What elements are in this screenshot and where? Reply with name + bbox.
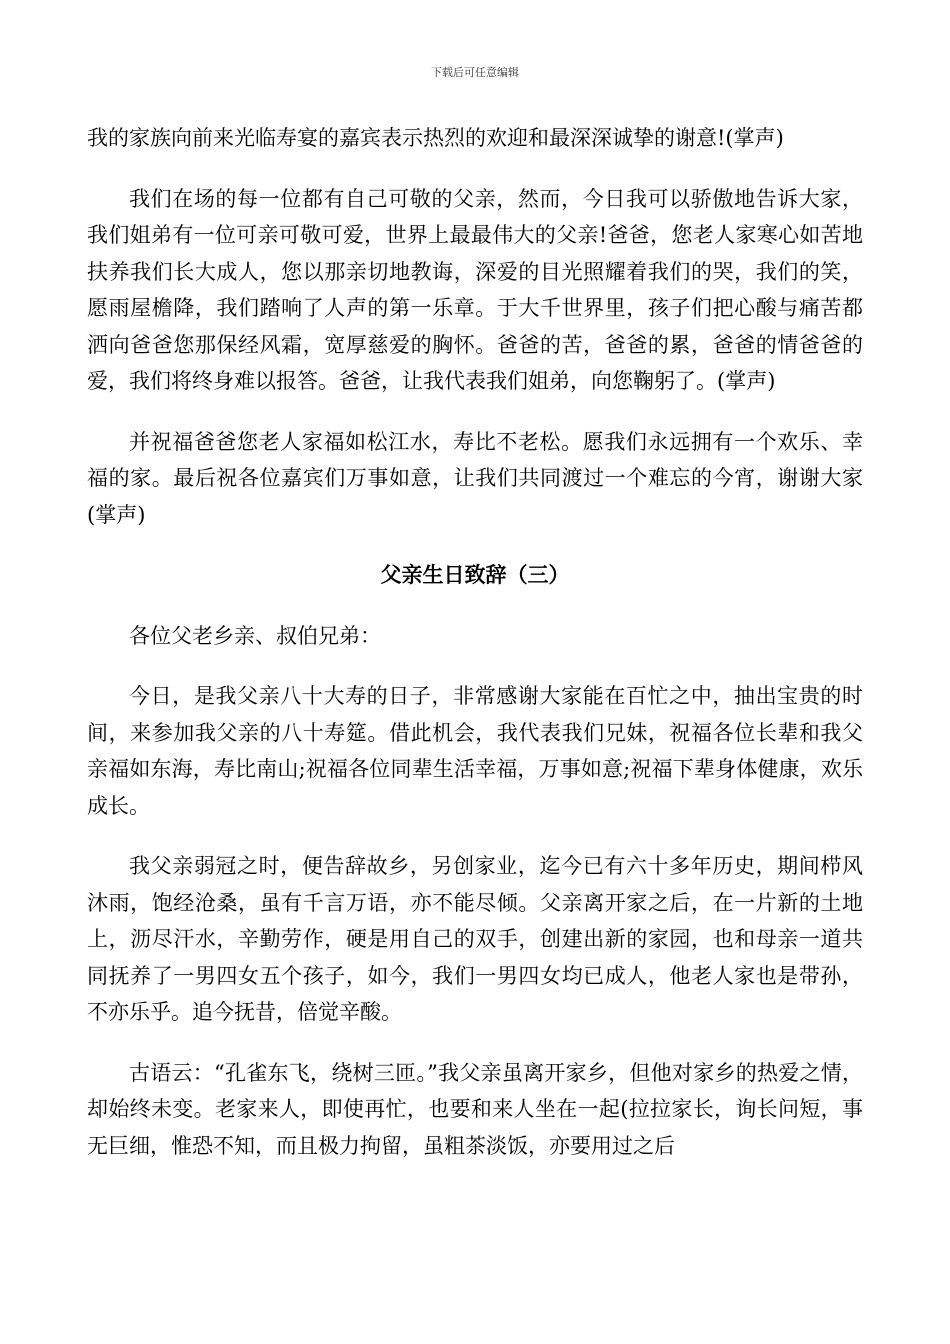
paragraph: 并祝福爸爸您老人家福如松江水，寿比不老松。愿我们永远拥有一个欢乐、幸福的家。最后祝各位嘉宾们万事如意，让我们共同渡过一个难忘的今宵，谢谢大家(掌声) bbox=[87, 429, 863, 527]
paragraph: 今日，是我父亲八十大寿的日子，非常感谢大家能在百忙之中，抽出宝贵的时间，来参加我父亲的八十寿筵。借此机会，我代表我们兄妹，祝福各位长辈和我父亲福如东海，寿比南山;祝福各位同辈生活幸福，万事如意;祝福下辈身体健康，欢乐成长。 bbox=[87, 684, 863, 818]
page-header-note: 下载后可任意编辑 bbox=[431, 66, 519, 79]
paragraph: 古语云：“孔雀东飞，绕树三匝。”我父亲虽离开家乡，但他对家乡的热爱之情，却始终未变。老家来人，即使再忙，也要和来人坐在一起(拉拉家长，询长问短，事无巨细，惟恐不知，而且极力拘留，虽粗茶淡饭，亦要用过之后 bbox=[87, 1060, 863, 1158]
paragraph: 我们在场的每一位都有自己可敬的父亲，然而，今日我可以骄傲地告诉大家，我们姐弟有一位可亲可敬可爱，世界上最最伟大的父亲!爸爸，您老人家寒心如苦地扶养我们长大成人，您以那亲切地教诲，深爱的目光照耀着我们的哭，我们的笑，愿雨屋檐降，我们踏响了人声的第一乐章。于大千世界里，孩子们把心酸与痛苦都洒向爸爸您那保经风霜，宽厚慈爱的胸怀。爸爸的苦，爸爸的累，爸爸的情爸爸的爱，我们将终身难以报答。爸爸，让我代表我们姐弟，向您鞠躬了。(掌声) bbox=[87, 186, 863, 393]
document-body bbox=[87, 120, 863, 1188]
paragraph: 我父亲弱冠之时，便告辞故乡，另创家业，迄今已有六十多年历史，期间栉风沐雨，饱经沧桑，虽有千言万语，亦不能尽倾。父亲离开家之后，在一片新的土地上，沥尽汗水，辛勤劳作，硬是用自己的双手，创建出新的家园，也和母亲一道共同抚养了一男四女五个孩子，如今，我们一男四女均已成人，他老人家也是带孙，不亦乐乎。追今抚昔，倍觉辛酸。 bbox=[87, 854, 863, 1024]
paragraph: 我的家族向前来光临寿宴的嘉宾表示热烈的欢迎和最深深诚挚的谢意!(掌声) bbox=[87, 126, 784, 150]
section-title: 父亲生日致辞（三） bbox=[380, 563, 570, 587]
salutation: 各位父老乡亲、叔伯兄弟： bbox=[129, 623, 381, 648]
